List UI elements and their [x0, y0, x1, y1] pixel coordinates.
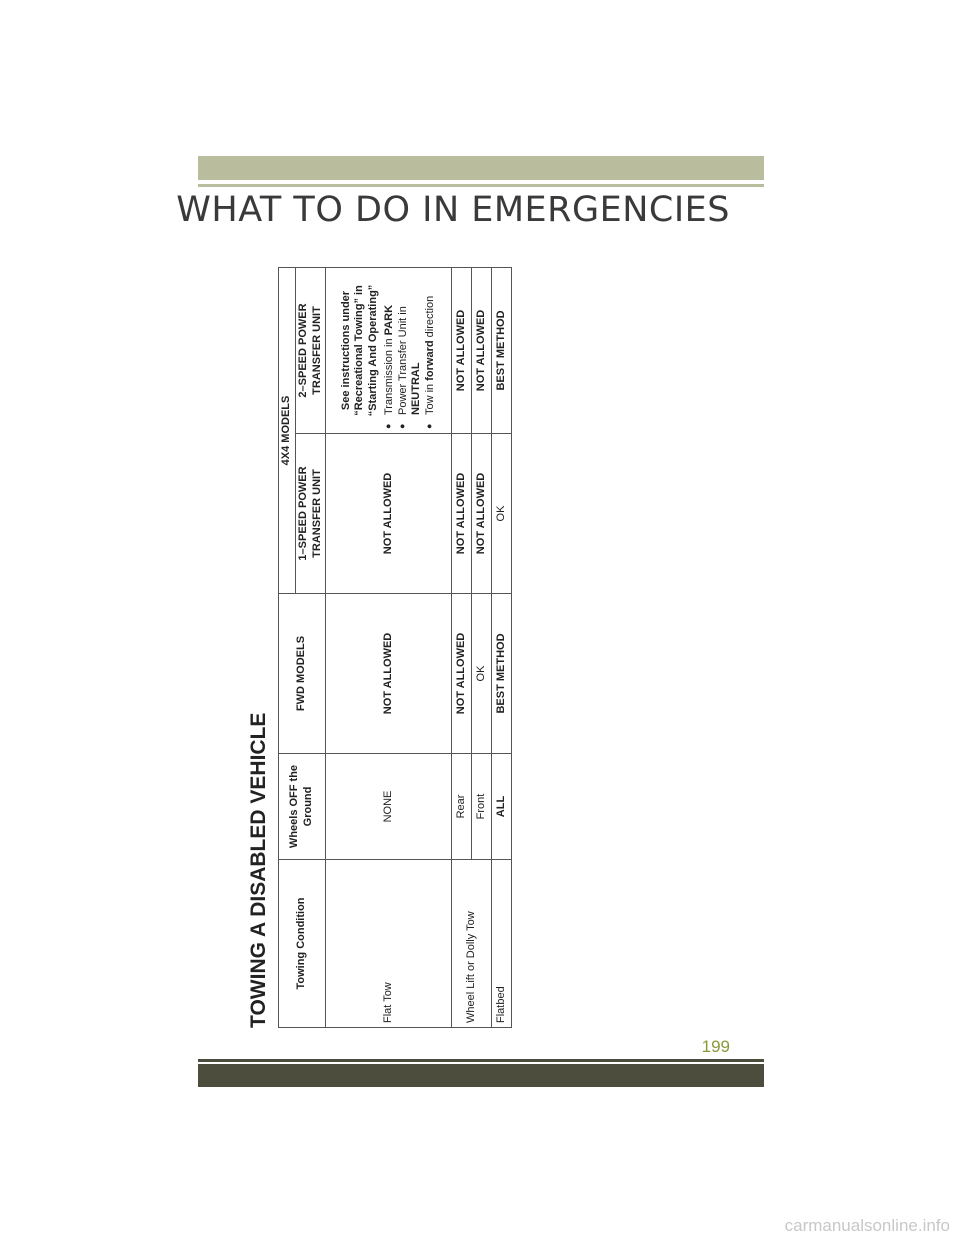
cell-flat-tow-label: Flat Tow	[326, 860, 452, 1028]
table-row	[326, 268, 452, 1028]
cell-flat-tow-fwd: NOT ALLOWED	[326, 594, 452, 754]
cell-front-1-speed: NOT ALLOWED	[472, 434, 492, 594]
list-item: ● Transmission in PARK	[383, 272, 397, 429]
header-wheels-off-ground: Wheels OFF the Ground	[279, 754, 326, 860]
footer-band	[198, 1064, 764, 1087]
flat-tow-instructions	[383, 272, 438, 429]
header-band	[198, 156, 764, 180]
cell-front-fwd: OK	[472, 594, 492, 754]
cell-flatbed-label: Flatbed	[492, 860, 512, 1028]
cell-rear-wheels: Rear	[452, 754, 472, 860]
towing-table	[278, 267, 512, 1028]
cell-flat-tow-2-speed	[326, 268, 452, 434]
list-item: ● Power Transfer Unit in NEUTRAL	[397, 272, 425, 429]
cell-flat-tow-wheels: NONE	[326, 754, 452, 860]
cell-rear-fwd: NOT ALLOWED	[452, 594, 472, 754]
page-number: 199	[701, 1037, 730, 1056]
watermark-text: carmanualsonline.info	[784, 1216, 950, 1235]
cell-rear-1-speed: NOT ALLOWED	[452, 434, 472, 594]
header-rule	[198, 184, 764, 187]
cell-rear-2-speed: NOT ALLOWED	[452, 268, 472, 434]
table-row	[279, 268, 296, 1028]
header-4x4-models: 4X4 MODELS	[279, 268, 296, 594]
table-row	[452, 268, 472, 1028]
recreational-towing-note: See instructions under “Recreational Towing” in “Starting And Operating”	[339, 284, 380, 417]
cell-flatbed-wheels: ALL	[492, 754, 512, 860]
table-row	[492, 268, 512, 1028]
header-towing-condition: Towing Condition	[279, 860, 326, 1028]
cell-flatbed-1-speed: OK	[492, 434, 512, 594]
cell-flatbed-2-speed: BEST METHOD	[492, 268, 512, 434]
document-title: TOWING A DISABLED VEHICLE	[247, 712, 270, 1028]
section-title: WHAT TO DO IN EMERGENCIES	[176, 190, 730, 230]
cell-front-2-speed: NOT ALLOWED	[472, 268, 492, 434]
header-1-speed: 1–SPEED POWER TRANSFER UNIT	[295, 434, 326, 594]
header-2-speed: 2–SPEED POWER TRANSFER UNIT	[295, 268, 326, 434]
rotated-content	[242, 268, 512, 1028]
cell-flat-tow-1-speed: NOT ALLOWED	[326, 434, 452, 594]
cell-wheel-lift-label: Wheel Lift or Dolly Tow	[452, 860, 492, 1028]
list-item: ● Tow in forward direction	[424, 272, 438, 429]
footer-rule	[198, 1059, 764, 1062]
cell-front-wheels: Front	[472, 754, 492, 860]
header-fwd-models: FWD MODELS	[279, 594, 326, 754]
cell-flatbed-fwd: BEST METHOD	[492, 594, 512, 754]
